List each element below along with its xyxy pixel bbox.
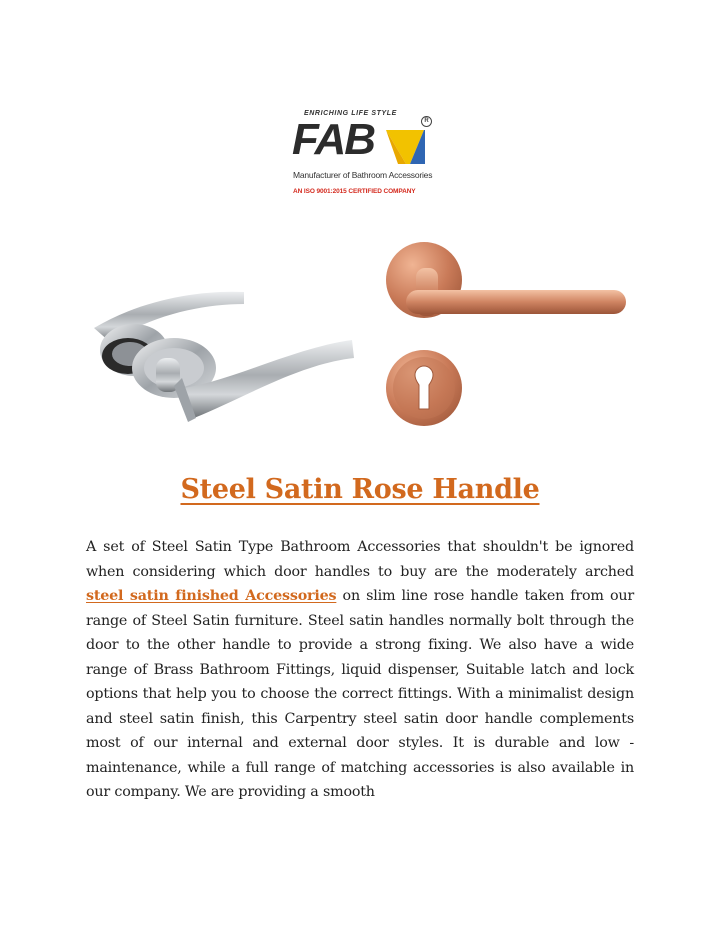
page-title: Steel Satin Rose Handle [180, 474, 540, 505]
steel-lever-handle-image [84, 268, 358, 428]
steel-satin-accessories-link[interactable]: steel satin finished Accessories [86, 588, 337, 604]
article-paragraph [86, 535, 634, 805]
logo-swoosh-icon [384, 128, 426, 166]
registered-mark: R [421, 116, 432, 127]
logo-wordmark: FAB [292, 115, 374, 164]
logo-subtitle: Manufacturer of Bathroom Accessories [293, 170, 433, 180]
copper-lever-handle-image [380, 238, 635, 438]
logo-tagline: ENRICHING LIFE STYLE [304, 110, 397, 117]
company-logo [290, 108, 440, 204]
paragraph-text-part2: on slim line rose handle taken from our range of Steel Satin furniture. Steel satin handles normally bolt through the door to the other handle to provide a strong fixing. We also have a wide range of Brass Bathroom Fittings, liquid dispenser, Suitable latch and lock options that help you to choose the correct fittings. With a minimalist design and steel satin finish, this Carpentry steel satin door handle complements most of our internal and external door styles. It is durable and low - maintenance, while a full range of matching accessories is also available in our company. We are providing a smooth [86, 588, 634, 800]
logo-certification: AN ISO 9001:2015 CERTIFIED COMPANY [293, 188, 416, 195]
paragraph-text-part1: A set of Steel Satin Type Bathroom Accessories that shouldn't be ignored when considering which door handles to buy are the moderately arched [86, 539, 634, 580]
